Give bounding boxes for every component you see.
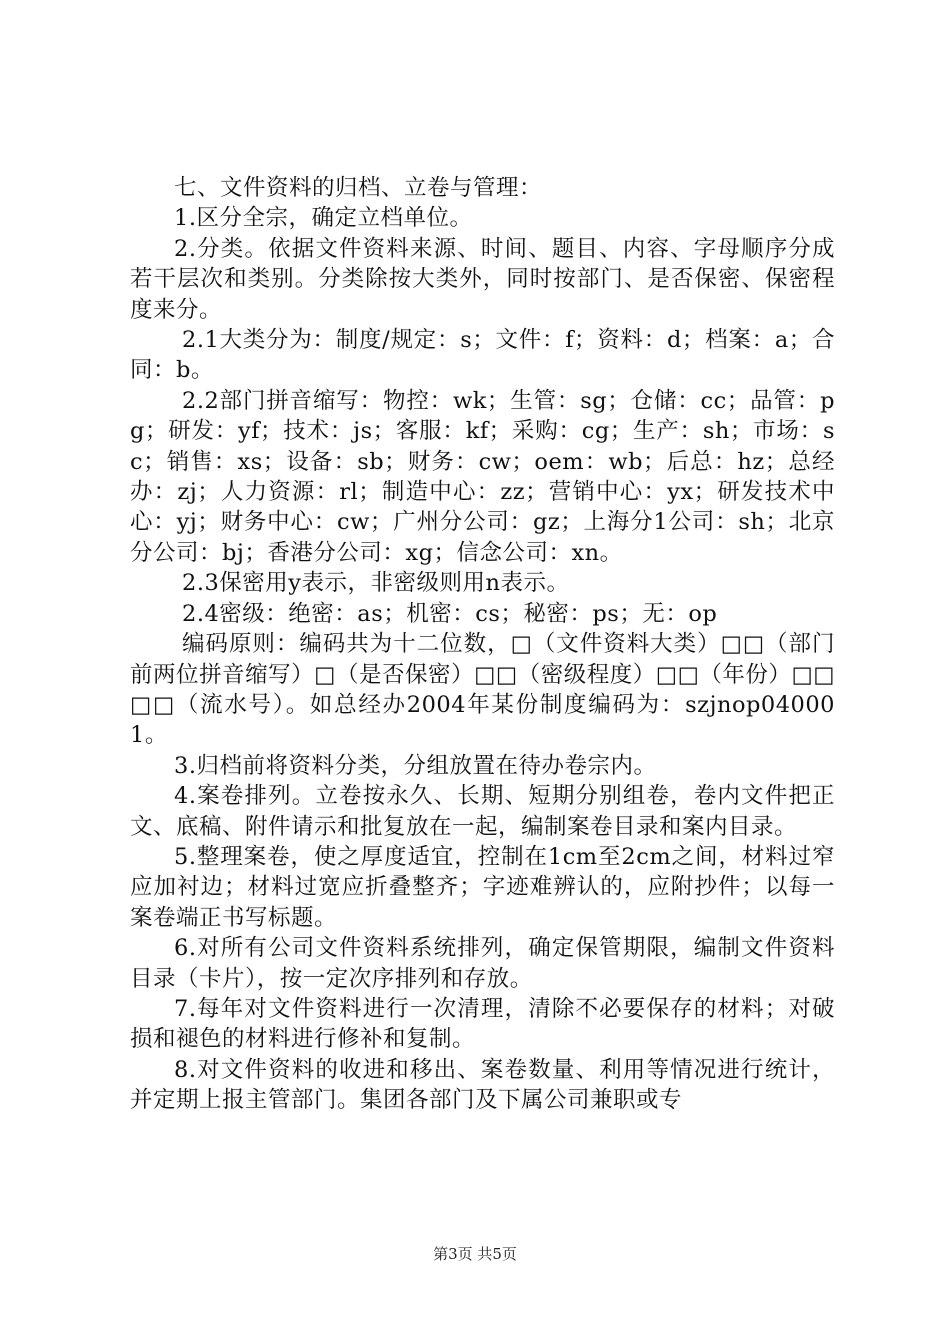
paragraph-2: 2.分类。依据文件资料来源、时间、题目、内容、字母顺序分成若干层次和类别。分类除按大类外，同时按部门、是否保密、保密程度来分。 (130, 235, 835, 323)
paragraph-2-3: 2.3保密用y表示，非密级则用n表示。 (182, 570, 570, 597)
paragraph-2-4: 2.4密级：绝密：as；机密：cs；秘密：ps；无：op (182, 600, 718, 627)
paragraph-4: 4.案卷排列。立卷按永久、长期、短期分别组卷，卷内文件把正文、底稿、附件请示和批复放在一起，编制案卷目录和案内目录。 (130, 783, 835, 840)
paragraph-coding-rule: 编码原则：编码共为十二位数，□（文件资料大类）□□（部门前两位拼音缩写）□（是否保密）□□（密级程度）□□（年份）□□□□（流水号）。如总经办2004年某份制度编码为：szjnop040001。 (130, 631, 835, 749)
paragraph-8: 8.对文件资料的收进和移出、案卷数量、利用等情况进行统计，并定期上报主管部门。集团各部门及下属公司兼职或专 (130, 1056, 835, 1114)
page-footer: 第3页 共5页 (433, 1245, 517, 1263)
section-heading: 七、文件资料的归档、立卷与管理： (174, 175, 543, 201)
paragraph-7: 7.每年对文件资料进行一次清理，清除不必要保存的材料；对破损和褪色的材料进行修补和复制。 (130, 995, 835, 1053)
paragraph-1: 1.区分全宗，确定立档单位。 (174, 205, 473, 232)
document-body (130, 173, 835, 1116)
paragraph-3: 3.归档前将资料分类，分组放置在待办卷宗内。 (174, 752, 657, 779)
paragraph-5: 5.整理案卷，使之厚度适宜，控制在1cm至2cm之间，材料过窄应加衬边；材料过宽应折叠整齐；字迹难辨认的，应附抄件；以每一案卷端正书写标题。 (130, 843, 835, 931)
paragraph-2-2: 2.2部门拼音缩写：物控：wk；生管：sg；仓储：cc；品管：pg；研发：yf；技术：js；客服：kf；采购：cg；生产：sh；市场：sc；销售：xs；设备：sb；财务：cw；oem：wb；后总：hz；总经办：zj；人力资源：rl；制造中心：zz；营销中心：yx；研发技术中心：yj；财务中心：cw；广州分公司：gz；上海分1公司：sh；北京分公司：bj；香港分公司：xg；信念公司：xn。 (130, 387, 835, 566)
paragraph-6: 6.对所有公司文件资料系统排列，确定保管期限，编制文件资料目录（卡片），按一定次序排列和存放。 (130, 935, 835, 992)
paragraph-2-1: 2.1大类分为：制度/规定：s；文件：f；资料：d；档案：a；合同：b。 (130, 327, 835, 384)
